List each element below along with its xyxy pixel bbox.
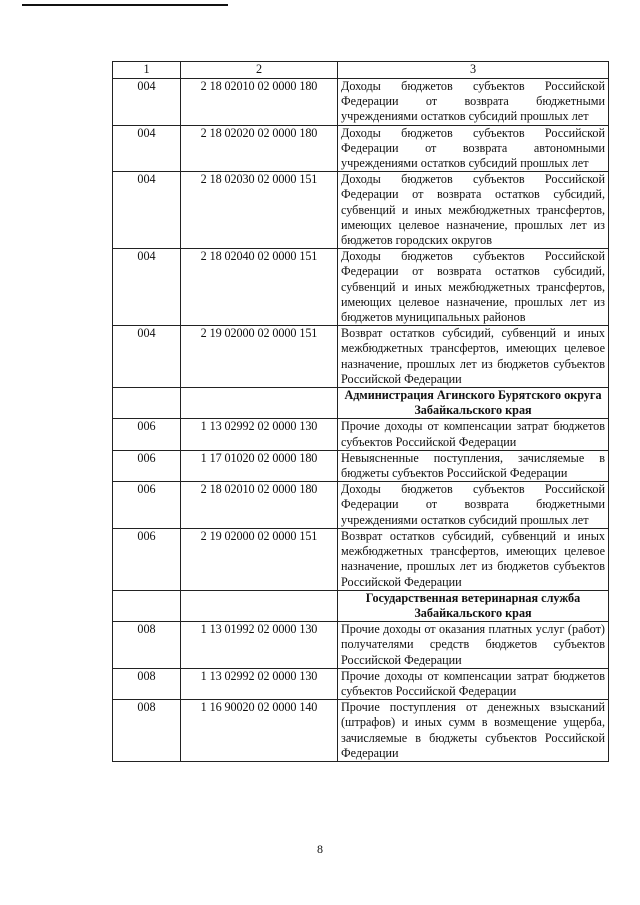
table-row [113,172,609,249]
section-empty-cell [181,388,338,419]
table-row [113,79,609,126]
header-col-1: 1 [113,62,181,79]
description-cell: Прочие поступления от денежных взысканий (штрафов) и иных сумм в возмещение ущерба, зачисляемые в бюджеты субъектов Российской Федерации [338,700,609,762]
table-header-row [113,62,609,79]
table-row [113,668,609,699]
description-cell: Доходы бюджетов субъектов Российской Федерации от возврата остатков субсидий, субвенций и иных межбюджетных трансфертов, имеющих целевое назначение, прошлых лет из бюджетов муниципальных районов [338,249,609,326]
revenue-codes-table [112,61,609,762]
table-row [113,249,609,326]
revenue-code-cell: 2 19 02000 02 0000 151 [181,528,338,590]
revenue-code-cell: 1 16 90020 02 0000 140 [181,700,338,762]
table-row [113,482,609,529]
revenue-code-cell: 1 17 01020 02 0000 180 [181,450,338,481]
admin-code-cell: 008 [113,668,181,699]
section-row [113,388,609,419]
description-cell: Прочие доходы от компенсации затрат бюджетов субъектов Российской Федерации [338,668,609,699]
table-row [113,125,609,172]
revenue-code-cell: 2 18 02010 02 0000 180 [181,79,338,126]
table-row [113,419,609,450]
header-col-2: 2 [181,62,338,79]
revenue-code-cell: 1 13 02992 02 0000 130 [181,419,338,450]
description-cell: Прочие доходы от компенсации затрат бюджетов субъектов Российской Федерации [338,419,609,450]
description-cell: Прочие доходы от оказания платных услуг (работ) получателями средств бюджетов субъектов Российской Федерации [338,622,609,669]
section-empty-cell [181,590,338,621]
admin-code-cell: 006 [113,450,181,481]
revenue-code-cell: 2 18 02020 02 0000 180 [181,125,338,172]
revenue-code-cell: 1 13 01992 02 0000 130 [181,622,338,669]
revenue-code-cell: 2 18 02010 02 0000 180 [181,482,338,529]
page-number: 8 [317,842,323,856]
description-cell: Доходы бюджетов субъектов Российской Федерации от возврата бюджетными учреждениями остатков субсидий прошлых лет [338,79,609,126]
description-cell: Доходы бюджетов субъектов Российской Федерации от возврата бюджетными учреждениями остатков субсидий прошлых лет [338,482,609,529]
description-cell: Возврат остатков субсидий, субвенций и иных межбюджетных трансфертов, имеющих целевое назначение, прошлых лет из бюджетов субъектов Российской Федерации [338,528,609,590]
description-cell: Возврат остатков субсидий, субвенций и иных межбюджетных трансфертов, имеющих целевое назначение, прошлых лет из бюджетов субъектов Российской Федерации [338,326,609,388]
description-cell: Невыясненные поступления, зачисляемые в бюджеты субъектов Российской Федерации [338,450,609,481]
revenue-code-cell: 2 18 02030 02 0000 151 [181,172,338,249]
table-row [113,326,609,388]
admin-code-cell: 006 [113,419,181,450]
top-rule [22,4,228,6]
description-cell: Доходы бюджетов субъектов Российской Федерации от возврата автономными учреждениями остатков субсидий прошлых лет [338,125,609,172]
table-row [113,528,609,590]
table-row [113,622,609,669]
revenue-code-cell: 2 18 02040 02 0000 151 [181,249,338,326]
admin-code-cell: 004 [113,172,181,249]
admin-code-cell: 004 [113,79,181,126]
description-cell: Доходы бюджетов субъектов Российской Федерации от возврата остатков субсидий, субвенций и иных межбюджетных трансфертов, имеющих целевое назначение, прошлых лет из бюджетов городских округов [338,172,609,249]
revenue-code-cell: 1 13 02992 02 0000 130 [181,668,338,699]
header-col-3: 3 [338,62,609,79]
section-row [113,590,609,621]
section-title: Администрация Агинского Бурятского округа Забайкальского края [338,388,609,419]
section-title: Государственная ветеринарная служба Забайкальского края [338,590,609,621]
table-body [113,79,609,762]
admin-code-cell: 004 [113,326,181,388]
admin-code-cell: 004 [113,249,181,326]
table-row [113,450,609,481]
section-empty-cell [113,590,181,621]
table-row [113,700,609,762]
admin-code-cell: 006 [113,482,181,529]
admin-code-cell: 004 [113,125,181,172]
revenue-code-cell: 2 19 02000 02 0000 151 [181,326,338,388]
admin-code-cell: 008 [113,700,181,762]
section-empty-cell [113,388,181,419]
admin-code-cell: 006 [113,528,181,590]
admin-code-cell: 008 [113,622,181,669]
